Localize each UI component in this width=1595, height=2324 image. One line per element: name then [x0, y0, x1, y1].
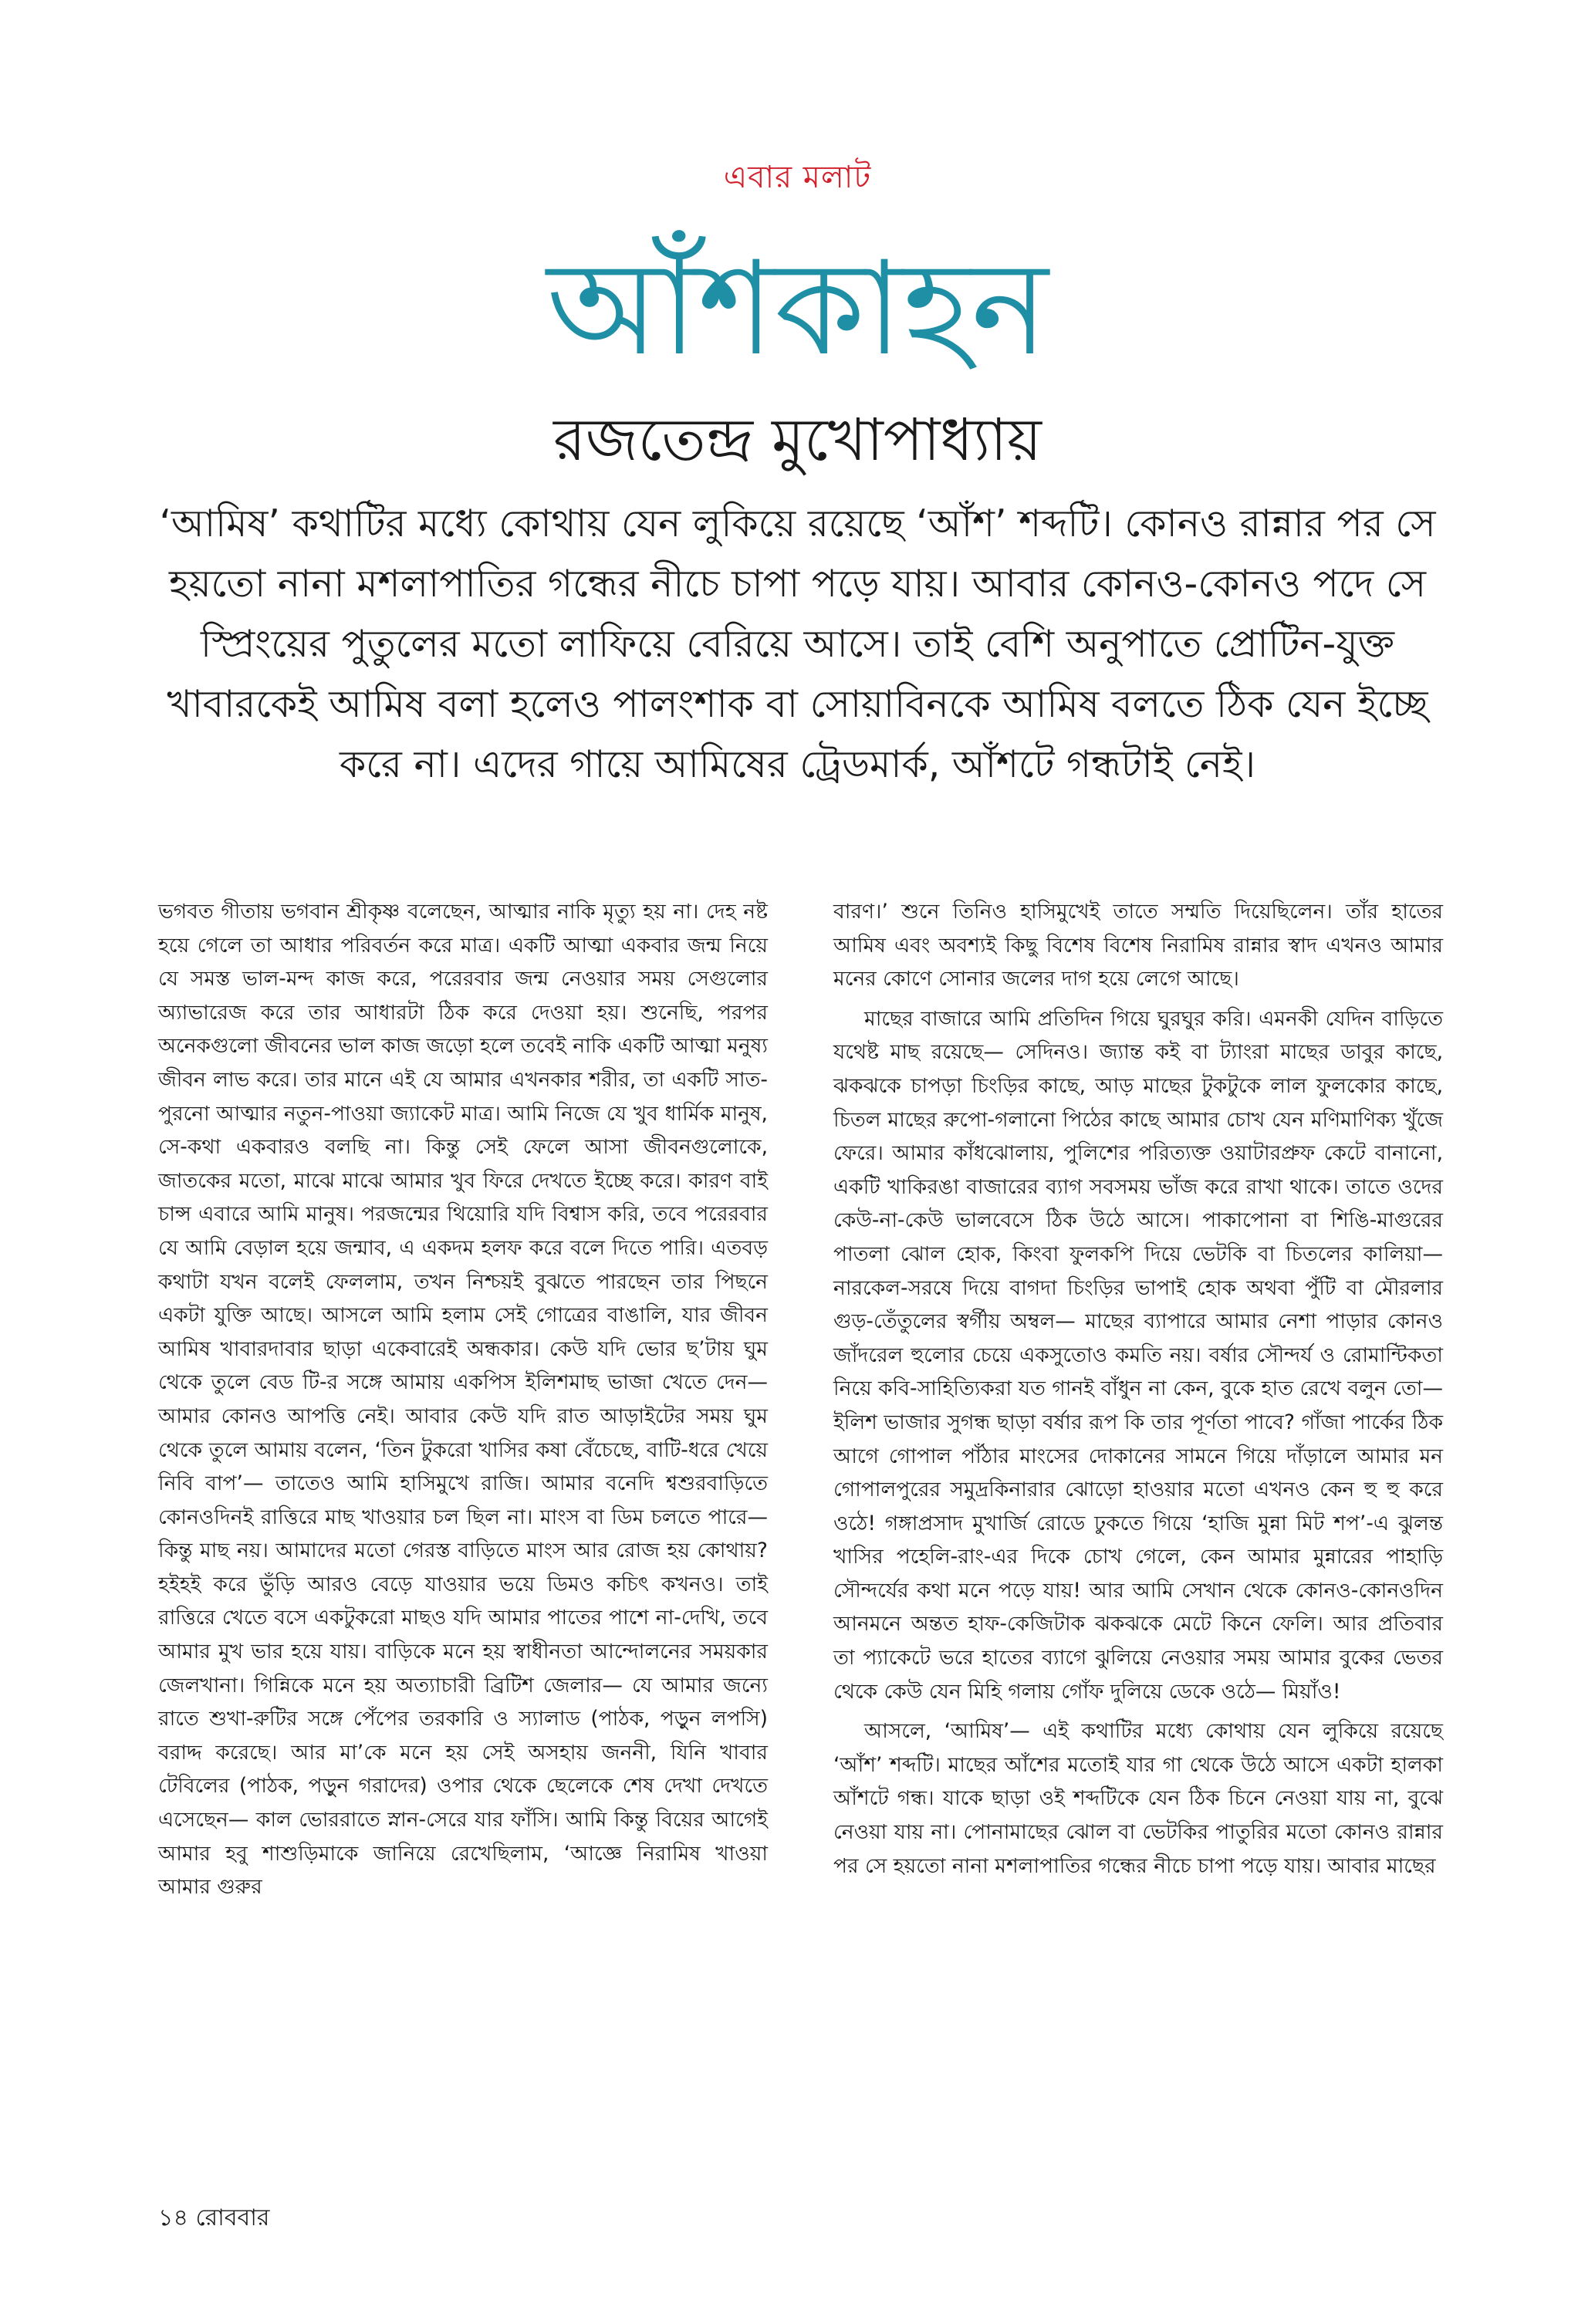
body-paragraph: বারণ।’ শুনে তিনিও হাসিমুখেই তাতে সম্মতি দিয়েছিলেন। তাঁর হাতের আমিষ এবং অবশ্যই কিছু বিশেষ বিশেষ নিরামিষ রান্নার স্বাদ এখনও আমার মনের কোণে সোনার জলের দাগ হয়ে লেগে আছে। — [833, 900, 1443, 991]
body-column-left — [158, 895, 768, 1904]
body-paragraph: ভগবত গীতায় ভগবান শ্রীকৃষ্ণ বলেছেন, আত্মার নাকি মৃত্যু হয় না। দেহ নষ্ট হয়ে গেলে তা আধার পরিবর্তন করে মাত্র। একটি আত্মা একবার জন্ম নিয়ে যে সমস্ত ভাল-মন্দ কাজ করে, পরেরবার জন্ম নেওয়ার সময় সেগুলোর অ্যাভারেজ করে তার আধারটা ঠিক করে দেওয়া হয়। শুনেছি, পরপর অনেকগুলো জীবনের ভাল কাজ জড়ো হলে তবেই নাকি একটি আত্মা মনুষ্য জীবন লাভ করে। তার মানে এই যে আমার এখনকার শরীর, তা একটি সাত-পুরনো আত্মার নতুন-পাওয়া জ্যাকেট মাত্র। আমি নিজে যে খুব ধার্মিক মানুষ, সে-কথা একবারও বলছি না। কিন্তু সেই ফেলে আসা জীবনগুলোকে, জাতকের মতো, মাঝে মাঝে আমার খুব ফিরে দেখতে ইচ্ছে করে। কারণ বাই চান্স এবারে আমি মানুষ। পরজন্মের থিয়োরি যদি বিশ্বাস করি, তবে পরেরবার যে আমি বেড়াল হয়ে জন্মাব, এ একদম হলফ করে বলে দিতে পারি। এতবড় কথাটা যখন বলেই ফেললাম, তখন নিশ্চয়ই বুঝতে পারছেন তার পিছনে একটা যুক্তি আছে। আসলে আমি হলাম সেই গোত্রের বাঙালি, যার জীবন আমিষ খাবারদাবার ছাড়া একেবারেই অন্ধকার। কেউ যদি ভোর ছ’টায় ঘুম থেকে তুলে বেড টি-র সঙ্গে আমায় একপিস ইলিশমাছ ভাজা খেতে দেন— আমার কোনও আপত্তি নেই। আবার কেউ যদি রাত আড়াইটের সময় ঘুম থেকে তুলে আমায় বলেন, ‘তিন টুকরো খাসির কষা বেঁচেছে, বাটি-ধরে খেয়ে নিবি বাপ’— তাতেও আমি হাসিমুখে রাজি। আমার বনেদি শ্বশুরবাড়িতে কোনওদিনই রাত্তিরে মাছ খাওয়ার চল ছিল না। মাংস বা ডিম চলতে পারে— কিন্তু মাছ নয়। আমাদের মতো গেরস্ত বাড়িতে মাংস আর রোজ হয় কোথায়? হইহই করে ভুঁড়ি আরও বেড়ে যাওয়ার ভয়ে ডিমও কচিৎ কখনও। তাই রাত্তিরে খেতে বসে একটুকরো মাছও যদি আমার পাতের পাশে না-দেখি, তবে আমার মুখ ভার হয়ে যায়। বাড়িকে মনে হয় স্বাধীনতা আন্দোলনের সময়কার জেলখানা। গিন্নিকে মনে হয় অত্যাচারী ব্রিটিশ জেলার— যে আমার জন্যে রাতে শুখা-রুটির সঙ্গে পেঁপের তরকারি ও স্যালাড (পাঠক, পড়ুন লপসি) বরাদ্দ করেছে। আর মা’কে মনে হয় সেই অসহায় জননী, যিনি খাবার টেবিলের (পাঠক, পড়ুন গরাদের) ওপার থেকে ছেলেকে শেষ দেখা দেখতে এসেছেন— কাল ভোররাতে স্নান-সেরে যার ফাঁসি। আমি কিন্তু বিয়ের আগেই আমার হবু শাশুড়িমাকে জানিয়ে রেখেছিলাম, ‘আজ্ঞে নিরামিষ খাওয়া আমার গুরুর — [158, 900, 768, 1900]
body-column-right — [833, 895, 1443, 1883]
body-paragraph: আসলে, ‘আমিষ’— এই কথাটির মধ্যে কোথায় যেন লুকিয়ে রয়েছে ‘আঁশ’ শব্দটি। মাছের আঁশের মতোই যার গা থেকে উঠে আসে একটা হালকা আঁশটে গন্ধ। যাকে ছাড়া ওই শব্দটিকে যেন ঠিক চিনে নেওয়া যায় না, বুঝে নেওয়া যায় না। পোনামাছের ঝোল বা ভেটকির পাতুরির মতো কোনও রান্নার পর সে হয়তো নানা মশলাপাতির গন্ধের নীচে চাপা পড়ে যায়। আবার মাছের — [833, 1719, 1443, 1878]
body-paragraph: মাছের বাজারে আমি প্রতিদিন গিয়ে ঘুরঘুর করি। এমনকী যেদিন বাড়িতে যথেষ্ট মাছ রয়েছে— সেদিনও। জ্যান্ত কই বা ট্যাংরা মাছের ডাবুর কাছে, ঝকঝকে চাপড়া চিংড়ির কাছে, আড় মাছের টুকটুকে লাল ফুলকোর কাছে, চিতল মাছের রুপো-গলানো পিঠের কাছে আমার চোখ যেন মণিমাণিক্য খুঁজে ফেরে। আমার কাঁধঝোলায়, পুলিশের পরিত্যক্ত ওয়াটারপ্রুফ কেটে বানানো, একটি খাকিরঙা বাজারের ব্যাগ সবসময় ভাঁজ করে রাখা থাকে। তাতে ওদের কেউ-না-কেউ ভালবেসে ঠিক উঠে আসে। পাকাপোনা বা শিঙি-মাগুরের পাতলা ঝোল হোক, কিংবা ফুলকপি দিয়ে ভেটকি বা চিতলের কালিয়া— নারকেল-সরষে দিয়ে বাগদা চিংড়ির ভাপাই হোক অথবা পুঁটি বা মৌরলার গুড়-তেঁতুলের স্বর্গীয় অম্বল— মাছের ব্যাপারে আমার নেশা পাড়ার কোনও জাঁদরেল হুলোর চেয়ে একসুতোও কমতি নয়। বর্ষার সৌন্দর্য ও রোমান্টিকতা নিয়ে কবি-সাহিত্যিকরা যত গানই বাঁধুন না কেন, বুকে হাত রেখে বলুন তো— ইলিশ ভাজার সুগন্ধ ছাড়া বর্ষার রূপ কি তার পূর্ণতা পাবে? গাঁজা পার্কের ঠিক আগে গোপাল পাঁঠার মাংসের দোকানের সামনে গিয়ে দাঁড়ালে আমার মন গোপালপুরের সমুদ্রকিনারার ঝোড়ো হাওয়ার মতো এখনও কেন হু হু করে ওঠে! গঙ্গাপ্রসাদ মুখার্জি রোডে ঢুকতে গিয়ে ‘হাজি মুন্না মিট শপ’-এ ঝুলন্ত খাসির পহেলি-রাং-এর দিকে চোখ গেলে, কেন আমার মুন্নারের পাহাড়ি সৌন্দর্যের কথা মনে পড়ে যায়! আর আমি সেখান থেকে কোনও-কোনওদিন আনমনে অন্তত হাফ-কেজিটাক ঝকঝকে মেটে কিনে ফেলি। আর প্রতিবার তা প্যাকেটে ভরে হাতের ব্যাগে ঝুলিয়ে নেওয়ার সময় আমার বুকের ভেতর থেকে কেউ যেন মিহি গলায় গোঁফ দুলিয়ে ডেকে ওঠে— মিয়াঁও! — [833, 1006, 1443, 1704]
standfirst-intro: ‘আমিষ’ কথাটির মধ্যে কোথায় যেন লুকিয়ে রয়েছে ‘আঁশ’ শব্দটি। কোনও রান্নার পর সে হয়তো নানা মশলাপাতির গন্ধের নীচে চাপা পড়ে যায়। আবার কোনও-কোনও পদে সে স্প্রিংয়ের পুতুলের মতো লাফিয়ে বেরিয়ে আসে। তাই বেশি অনুপাতে প্রোটিন-যুক্ত খাবারকেই আমিষ বলা হলেও পালংশাক বা সোয়াবিনকে আমিষ বলতে ঠিক যেন ইচ্ছে করে না। এদের গায়ে আমিষের ট্রেডমার্ক, আঁশটে গন্ধটাই নেই। — [159, 502, 1436, 786]
article-title: আঁশকাহন — [546, 233, 1049, 384]
section-kicker: এবার মলাট — [723, 160, 872, 195]
page-folio: ১৪ রোববার — [158, 2204, 270, 2231]
author-byline: রজতেন্দ্র মুখোপাধ্যায় — [553, 405, 1042, 474]
